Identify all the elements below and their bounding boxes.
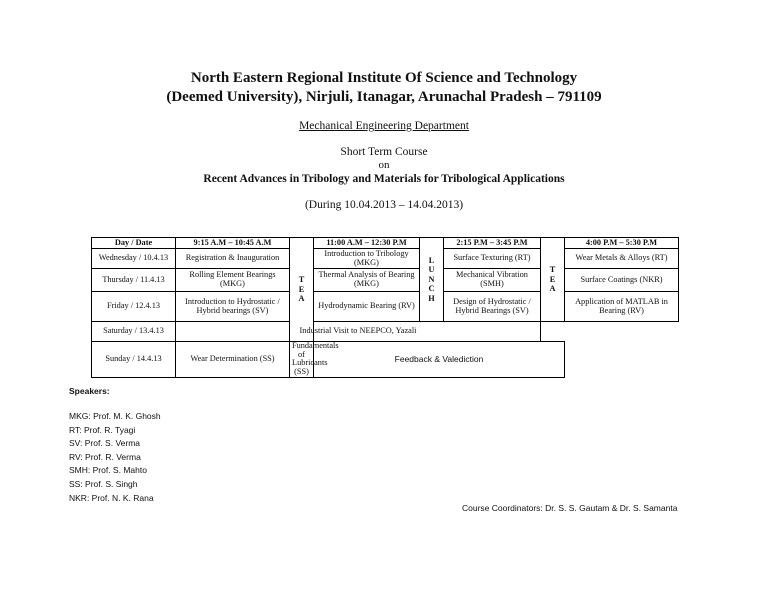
header-slot-3: 2:15 P.M – 3:45 P.M <box>444 238 541 249</box>
course-title: Recent Advances in Tribology and Materials for Tribological Applications <box>203 173 565 185</box>
session-cell: Wear Metals & Alloys (RT) <box>565 249 679 269</box>
header-slot-4: 4:00 P.M – 5:30 P.M <box>565 238 679 249</box>
speaker-list <box>69 410 161 505</box>
day-cell: Thursday / 11.4.13 <box>92 269 176 292</box>
session-cell: Application of MATLAB in Bearing (RV) <box>565 292 679 322</box>
day-cell: Sunday / 14.4.13 <box>92 342 176 378</box>
header-day: Day / Date <box>92 238 176 249</box>
institute-name: North Eastern Regional Institute Of Science and Technology <box>190 70 578 86</box>
list-item: SV: Prof. S. Verma <box>69 438 141 449</box>
lunch-break: L U N C H <box>420 238 444 322</box>
session-cell: Wear Determination (SS) <box>176 342 290 378</box>
list-item: NKR: Prof. N. K. Rana <box>69 492 154 503</box>
session-cell: Rolling Element Bearings (MKG) <box>176 269 290 292</box>
day-cell: Saturday / 13.4.13 <box>92 322 176 342</box>
session-cell: Surface Coatings (NKR) <box>565 269 679 292</box>
day-cell: Wednesday / 10.4.13 <box>92 249 176 269</box>
session-cell: Fundamentals of Lubricants (SS) <box>290 342 314 378</box>
tea-break-1: T E A <box>290 238 314 342</box>
table-row <box>92 322 679 342</box>
table-row <box>92 249 679 269</box>
schedule-header-row <box>92 238 679 249</box>
department-name: Mechanical Engineering Department <box>299 120 469 132</box>
day-cell: Friday / 12.4.13 <box>92 292 176 322</box>
industrial-visit-cell: Industrial Visit to NEEPCO, Yazali <box>176 322 541 342</box>
list-item: RT: Prof. R. Tyagi <box>69 424 136 435</box>
session-cell: Thermal Analysis of Bearing (MKG) <box>314 269 420 292</box>
list-item: SMH: Prof. S. Mahto <box>69 465 147 476</box>
session-cell: Introduction to Hydrostatic / Hybrid bearings (SV) <box>176 292 290 322</box>
session-cell: Mechanical Vibration (SMH) <box>444 269 541 292</box>
course-coordinators: Course Coordinators: Dr. S. S. Gautam & Dr. S. Samanta <box>462 503 678 513</box>
header-slot-2: 11:00 A.M – 12:30 P.M <box>314 238 420 249</box>
list-item: MKG: Prof. M. K. Ghosh <box>69 411 161 421</box>
institute-address: (Deemed University), Nirjuli, Itanagar, Arunachal Pradesh – 791109 <box>166 89 602 105</box>
speakers-heading: Speakers: <box>69 386 110 396</box>
course-type: Short Term Course <box>340 146 428 158</box>
tea-break-2: T E A <box>541 238 565 322</box>
session-cell: Registration & Inauguration <box>176 249 290 269</box>
session-cell: Hydrodynamic Bearing (RV) <box>314 292 420 322</box>
feedback-cell: Feedback & Valediction <box>314 342 565 378</box>
session-cell: Surface Texturing (RT) <box>444 249 541 269</box>
on-text: on <box>378 159 390 171</box>
schedule-table <box>91 237 679 378</box>
table-row <box>92 342 679 378</box>
course-duration: (During 10.04.2013 – 14.04.2013) <box>304 199 464 211</box>
table-row <box>92 269 679 292</box>
header-slot-1: 9:15 A.M – 10:45 A.M <box>176 238 290 249</box>
list-item: RV: Prof. R. Verma <box>69 451 141 462</box>
list-item: SS: Prof. S. Singh <box>69 478 138 489</box>
session-cell: Introduction to Tribology (MKG) <box>314 249 420 269</box>
session-cell: Design of Hydrostatic / Hybrid Bearings (SV) <box>444 292 541 322</box>
table-row <box>92 292 679 322</box>
